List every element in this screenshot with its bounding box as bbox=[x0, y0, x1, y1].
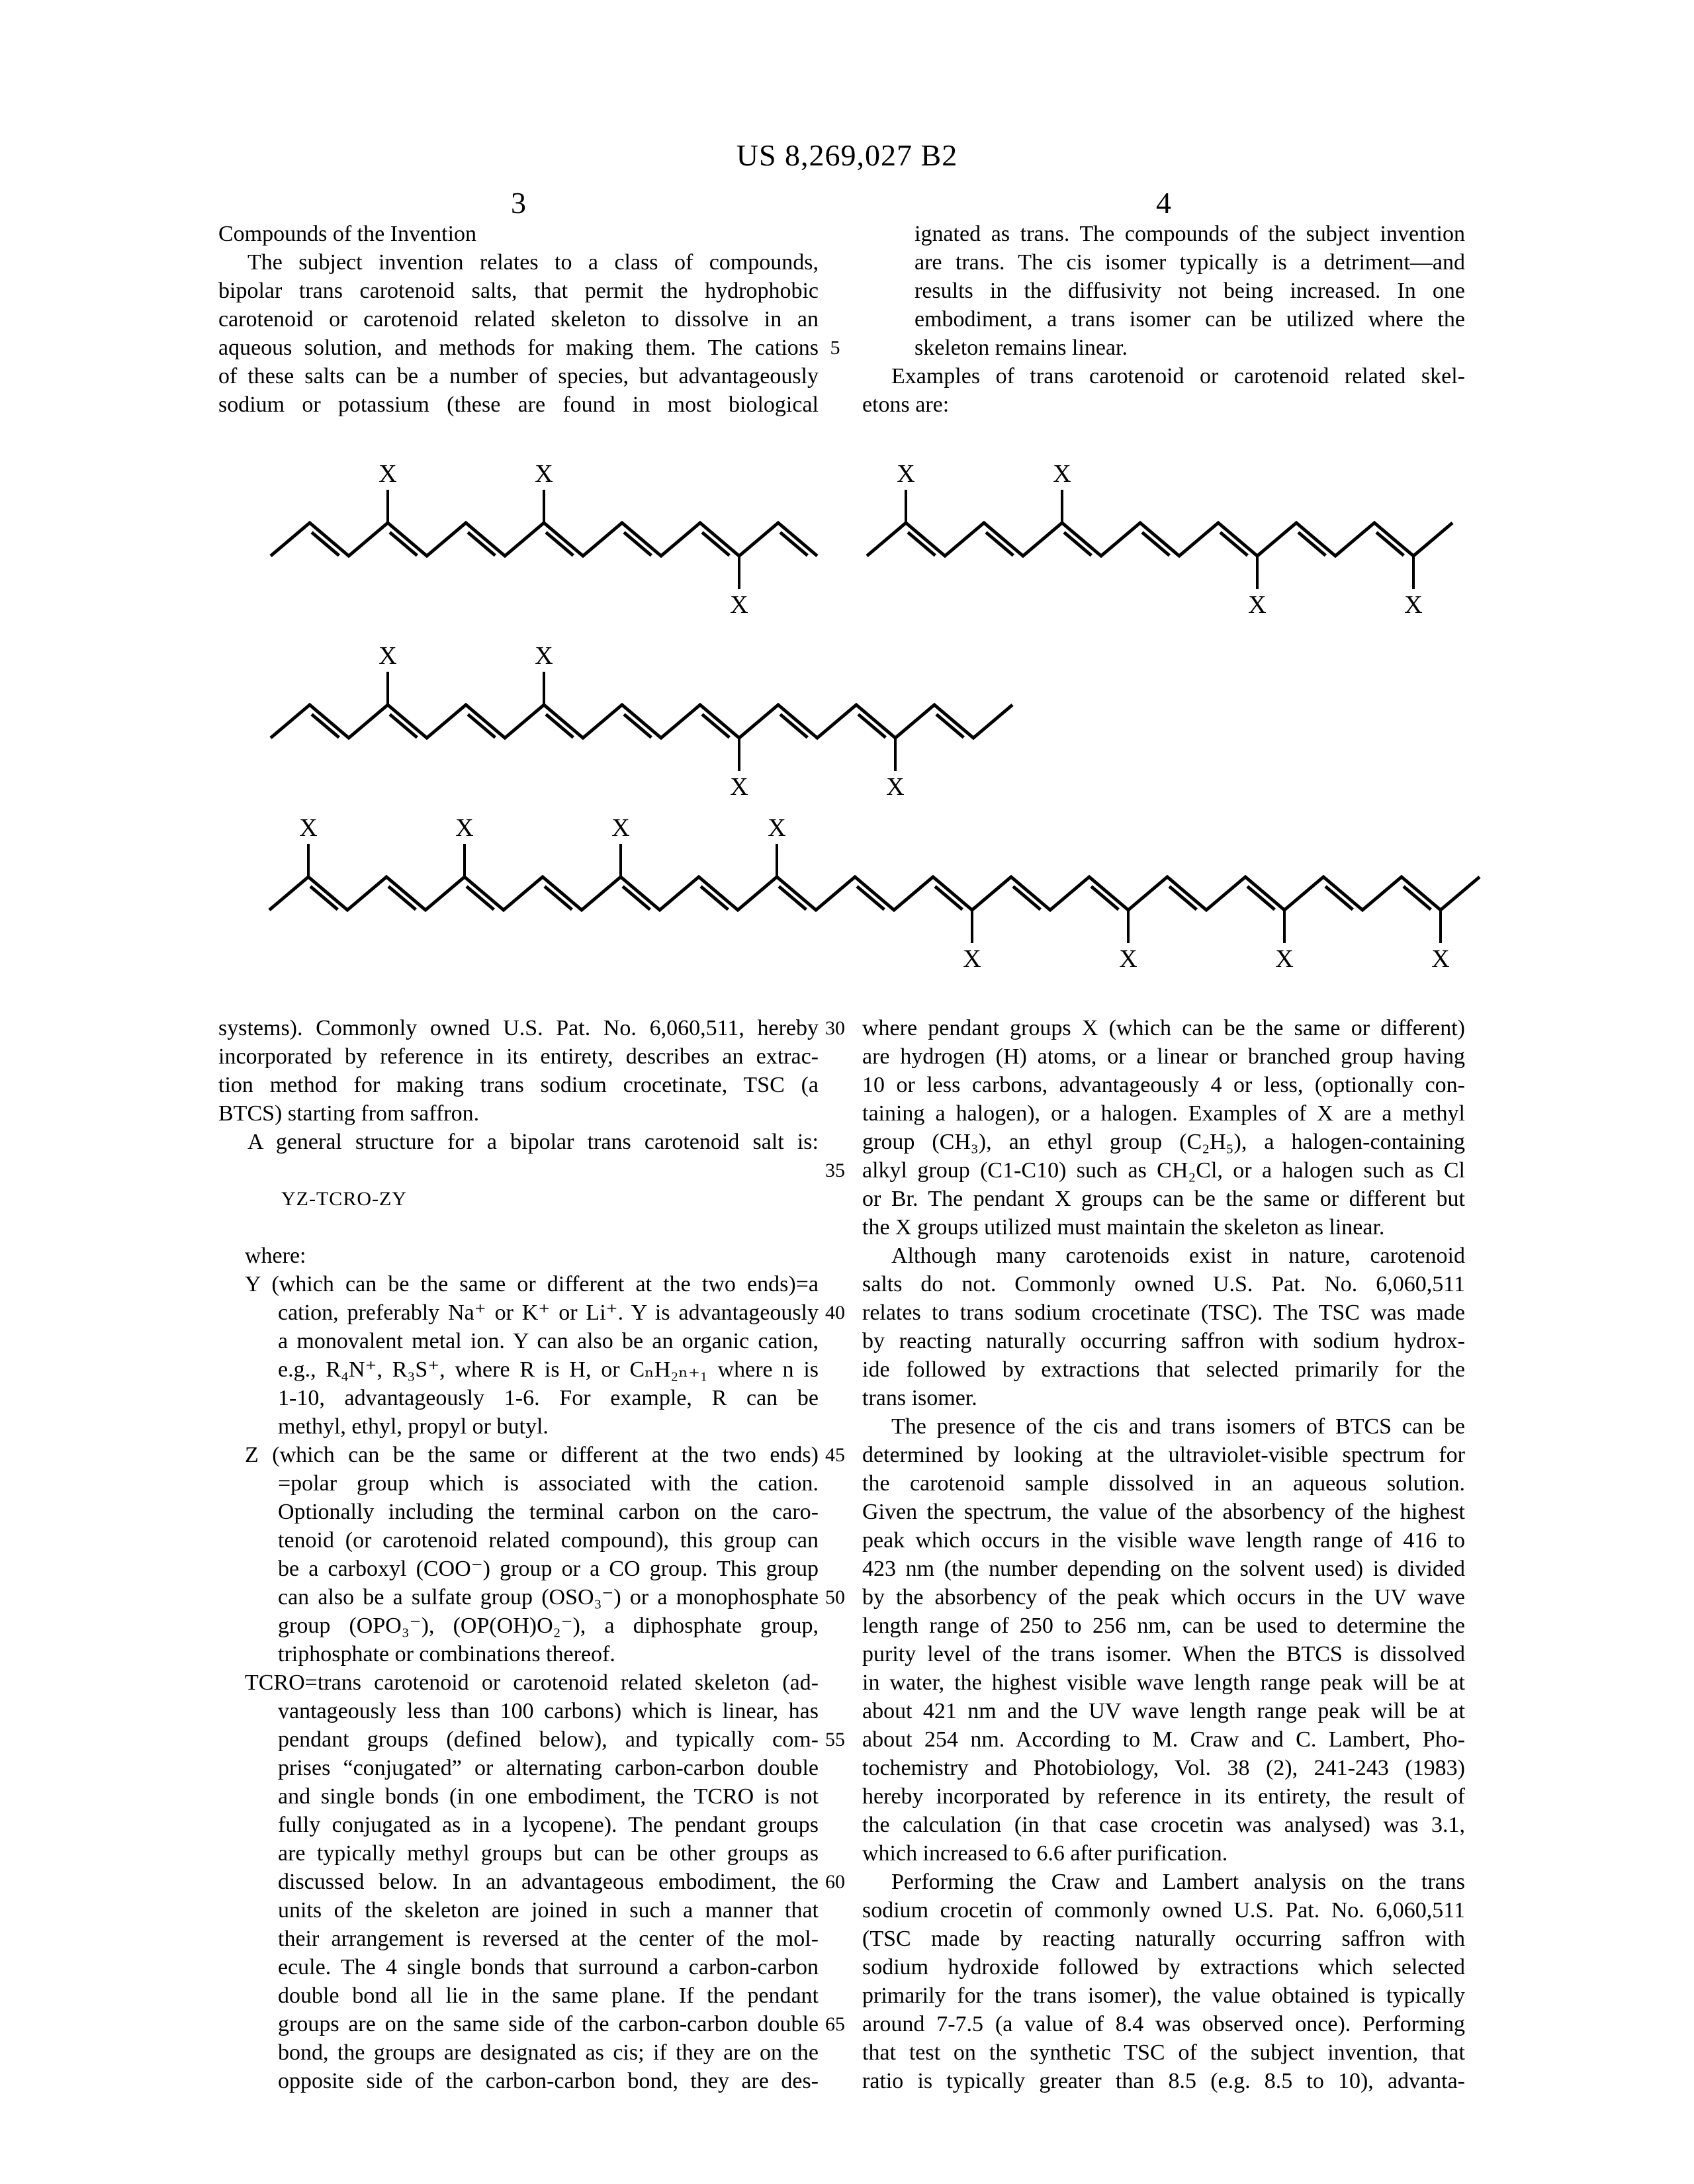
text-line: systems). Commonly owned U.S. Pat. No. 6,060,511, hereby bbox=[218, 1016, 819, 1040]
pendant-group-label: X bbox=[1119, 945, 1137, 973]
text-line: units of the skeleton are joined in such a manner that bbox=[278, 1898, 819, 1923]
line-number: 30 bbox=[825, 1017, 845, 1039]
pendant-group-label: X bbox=[299, 814, 318, 842]
text-line: sodium hydroxide followed by extractions which selected bbox=[862, 1955, 1465, 1979]
text-line: fully conjugated as in a lycopene). The pendant groups bbox=[278, 1813, 819, 1837]
text-line: triphosphate or combinations thereof. bbox=[278, 1642, 615, 1666]
line-number: 45 bbox=[825, 1444, 845, 1466]
text-line: embodiment, a trans isomer can be utilized where the bbox=[914, 307, 1465, 332]
text-line: about 254 nm. According to M. Craw and C. Lambert, Pho- bbox=[862, 1727, 1465, 1752]
text-line: their arrangement is reversed at the center of the mol- bbox=[278, 1927, 819, 1951]
trans-skeleton-2 bbox=[867, 460, 1452, 619]
text-line: YZ-TCRO-ZY bbox=[281, 1188, 407, 1210]
text-line: groups are on the same side of the carbon-carbon double bbox=[278, 2012, 819, 2036]
text-line: incorporated by reference in its entirety, describes an extrac- bbox=[218, 1044, 819, 1069]
text-line: Given the spectrum, the value of the absorbency of the highest bbox=[862, 1500, 1465, 1524]
pendant-group-label: X bbox=[963, 945, 981, 973]
text-line: A general structure for a bipolar trans carotenoid salt is: bbox=[247, 1130, 819, 1154]
text-line: group (OPO₃⁻), (OP(OH)O₂⁻), a diphosphate group, bbox=[278, 1614, 819, 1638]
text-line: be a carboxyl (COO⁻) group or a CO group. This group bbox=[278, 1557, 819, 1581]
pendant-group-label: X bbox=[1275, 945, 1294, 973]
right-column-lower-text bbox=[862, 1014, 1465, 2095]
text-line: or Br. The pendant X groups can be the same or different but bbox=[862, 1187, 1465, 1211]
line-number: 55 bbox=[825, 1729, 845, 1751]
text-line: Y (which can be the same or different at the two ends)=a bbox=[245, 1272, 819, 1297]
text-line: opposite side of the carbon-carbon bond, they are des- bbox=[278, 2069, 819, 2093]
text-line: alkyl group (C1-C10) such as CH₂Cl, or a halogen such as Cl bbox=[862, 1158, 1465, 1183]
text-line: determined by looking at the ultraviolet-visible spectrum for bbox=[862, 1443, 1465, 1467]
text-line: vantageously less than 100 carbons) which is linear, has bbox=[278, 1699, 819, 1723]
line-number: 5 bbox=[830, 337, 840, 359]
pendant-group-label: X bbox=[379, 642, 397, 670]
text-line: salts do not. Commonly owned U.S. Pat. No. 6,060,511 bbox=[862, 1272, 1465, 1297]
line-number: 60 bbox=[825, 1871, 845, 1893]
text-line: the carotenoid sample dissolved in an aqueous solution. bbox=[862, 1471, 1465, 1496]
text-line: 10 or less carbons, advantageously 4 or less, (optionally con- bbox=[862, 1073, 1465, 1097]
text-line: The subject invention relates to a class of compounds, bbox=[247, 250, 819, 275]
pendant-group-label: X bbox=[455, 814, 474, 842]
text-line: ignated as trans. The compounds of the subject invention bbox=[914, 222, 1465, 246]
pendant-group-label: X bbox=[886, 773, 905, 801]
left-column-lower-text bbox=[218, 1014, 819, 2095]
text-line: Compounds of the Invention bbox=[218, 222, 477, 246]
text-line: The presence of the cis and trans isomers of BTCS can be bbox=[891, 1414, 1465, 1439]
text-line: tion method for making trans sodium crocetinate, TSC (a bbox=[218, 1073, 819, 1097]
text-line: ide followed by extractions that selected primarily for the bbox=[862, 1357, 1465, 1382]
text-line: cation, preferably Na⁺ or K⁺ or Li⁺. Y is advantageously bbox=[278, 1300, 819, 1325]
text-line: in water, the highest visible wave length range peak will be at bbox=[862, 1670, 1465, 1695]
text-line: which increased to 6.6 after purification. bbox=[862, 1841, 1228, 1866]
trans-skeleton-3 bbox=[271, 642, 1012, 801]
carbon-chain bbox=[271, 705, 1012, 738]
text-line: where pendant groups X (which can be the same or different) bbox=[862, 1016, 1465, 1040]
text-line: and single bonds (in one embodiment, the TCRO is not bbox=[278, 1784, 819, 1809]
text-line: the calculation (in that case crocetin was analysed) was 3.1, bbox=[862, 1813, 1465, 1837]
text-line: ecule. The 4 single bonds that surround a carbon-carbon bbox=[278, 1955, 819, 1979]
text-line: Although many carotenoids exist in nature, carotenoid bbox=[891, 1244, 1465, 1268]
text-line: purity level of the trans isomer. When the BTCS is dissolved bbox=[862, 1642, 1465, 1666]
text-line: Examples of trans carotenoid or carotenoid related skel- bbox=[891, 364, 1465, 388]
pendant-group-label: X bbox=[535, 642, 553, 670]
text-line: can also be a sulfate group (OSO₃⁻) or a monophosphate bbox=[278, 1585, 819, 1610]
text-line: Z (which can be the same or different at the two ends) bbox=[245, 1443, 819, 1467]
pendant-group-label: X bbox=[1053, 460, 1071, 488]
trans-skeleton-1 bbox=[271, 460, 817, 619]
text-line: 1-10, advantageously 1-6. For example, R can be bbox=[278, 1386, 819, 1410]
text-line: relates to trans sodium crocetinate (TSC). The TSC was made bbox=[862, 1300, 1465, 1325]
line-number: 40 bbox=[825, 1302, 845, 1324]
pendant-group-label: X bbox=[1431, 945, 1450, 973]
text-line: sodium or potassium (these are found in most biological bbox=[218, 392, 819, 417]
trans-skeleton-4 bbox=[269, 814, 1480, 973]
patent-number-header: US 8,269,027 B2 bbox=[736, 138, 958, 172]
line-number: 35 bbox=[825, 1160, 845, 1181]
text-line: Optionally including the terminal carbon on the caro- bbox=[278, 1500, 819, 1524]
pendant-group-label: X bbox=[730, 591, 748, 619]
text-line: taining a halogen), or a halogen. Examples of X are a methyl bbox=[862, 1101, 1465, 1126]
text-line: a monovalent metal ion. Y can also be an organic cation, bbox=[278, 1329, 819, 1353]
text-line: where: bbox=[245, 1244, 306, 1268]
text-line: aqueous solution, and methods for making them. The cations bbox=[218, 336, 819, 360]
text-line: by the absorbency of the peak which occurs in the UV wave bbox=[862, 1585, 1465, 1610]
column-number-right: 4 bbox=[1156, 186, 1171, 220]
text-line: e.g., R₄N⁺, R₃S⁺, where R is H, or CₙH₂ₙ₊₁ where n is bbox=[278, 1357, 819, 1382]
text-line bbox=[218, 1156, 819, 1185]
text-line: ratio is typically greater than 8.5 (e.g. 8.5 to 10), advanta- bbox=[862, 2069, 1465, 2093]
text-line: tenoid (or carotenoid related compound), this group can bbox=[278, 1528, 819, 1553]
text-line: 423 nm (the number depending on the solvent used) is divided bbox=[862, 1557, 1465, 1581]
text-line: prises “conjugated” or alternating carbon-carbon double bbox=[278, 1756, 819, 1780]
column-number-left: 3 bbox=[511, 186, 526, 220]
text-line bbox=[218, 1213, 819, 1242]
text-line: about 421 nm and the UV wave length range peak will be at bbox=[862, 1699, 1465, 1723]
text-line: results in the diffusivity not being increased. In one bbox=[914, 279, 1465, 303]
text-line: around 7-7.5 (a value of 8.4 was observed once). Performing bbox=[862, 2012, 1465, 2036]
pendant-group-label: X bbox=[379, 460, 397, 488]
text-line: (TSC made by reacting naturally occurring saffron with bbox=[862, 1927, 1465, 1951]
text-line: are trans. The cis isomer typically is a detriment—and bbox=[914, 250, 1465, 275]
text-line: TCRO=trans carotenoid or carotenoid related skeleton (ad- bbox=[245, 1670, 819, 1695]
pendant-group-label: X bbox=[535, 460, 553, 488]
text-line: by reacting naturally occurring saffron with sodium hydrox- bbox=[862, 1329, 1465, 1353]
pendant-group-label: X bbox=[611, 814, 630, 842]
text-line: group (CH₃), an ethyl group (C₂H₅), a halogen-containing bbox=[862, 1130, 1465, 1154]
pendant-group-label: X bbox=[768, 814, 786, 842]
text-line: of these salts can be a number of species, but advantageously bbox=[218, 364, 819, 388]
text-line: Performing the Craw and Lambert analysis on the trans bbox=[891, 1870, 1465, 1894]
text-line: methyl, ethyl, propyl or butyl. bbox=[278, 1414, 549, 1439]
text-line: discussed below. In an advantageous embodiment, the bbox=[278, 1870, 819, 1894]
text-line: pendant groups (defined below), and typically com- bbox=[278, 1727, 819, 1752]
text-line: tochemistry and Photobiology, Vol. 38 (2), 241-243 (1983) bbox=[862, 1756, 1465, 1780]
carbon-chain bbox=[269, 877, 1480, 910]
text-line: bond, the groups are designated as cis; if they are on the bbox=[278, 2040, 819, 2065]
text-line: are typically methyl groups but can be other groups as bbox=[278, 1841, 819, 1866]
line-number: 50 bbox=[825, 1586, 845, 1608]
text-line: that test on the synthetic TSC of the subject invention, that bbox=[862, 2040, 1465, 2065]
text-line: are hydrogen (H) atoms, or a linear or branched group having bbox=[862, 1044, 1465, 1069]
text-line: trans isomer. bbox=[862, 1386, 977, 1410]
text-line: etons are: bbox=[862, 392, 950, 417]
text-line: bipolar trans carotenoid salts, that permit the hydrophobic bbox=[218, 279, 819, 303]
line-number: 65 bbox=[825, 2013, 845, 2035]
text-line: peak which occurs in the visible wave length range of 416 to bbox=[862, 1528, 1465, 1553]
text-line: the X groups utilized must maintain the skeleton as linear. bbox=[862, 1215, 1385, 1240]
text-line: BTCS) starting from saffron. bbox=[218, 1101, 480, 1126]
carbon-chain bbox=[867, 523, 1452, 556]
pendant-group-label: X bbox=[730, 773, 748, 801]
text-line: hereby incorporated by reference in its entirety, the result of bbox=[862, 1784, 1465, 1809]
text-line: sodium crocetin of commonly owned U.S. Pat. No. 6,060,511 bbox=[862, 1898, 1465, 1923]
text-line: carotenoid or carotenoid related skeleton to dissolve in an bbox=[218, 307, 819, 332]
text-line: length range of 250 to 256 nm, can be used to determine the bbox=[862, 1614, 1465, 1638]
pendant-group-label: X bbox=[1248, 591, 1267, 619]
text-line: =polar group which is associated with the cation. bbox=[278, 1471, 819, 1496]
carbon-chain bbox=[271, 523, 817, 556]
text-line: skeleton remains linear. bbox=[914, 336, 1128, 360]
pendant-group-label: X bbox=[897, 460, 915, 488]
pendant-group-label: X bbox=[1404, 591, 1423, 619]
text-line: double bond all lie in the same plane. If the pendant bbox=[278, 1983, 819, 2008]
text-line: primarily for the trans isomer), the value obtained is typically bbox=[862, 1983, 1465, 2008]
